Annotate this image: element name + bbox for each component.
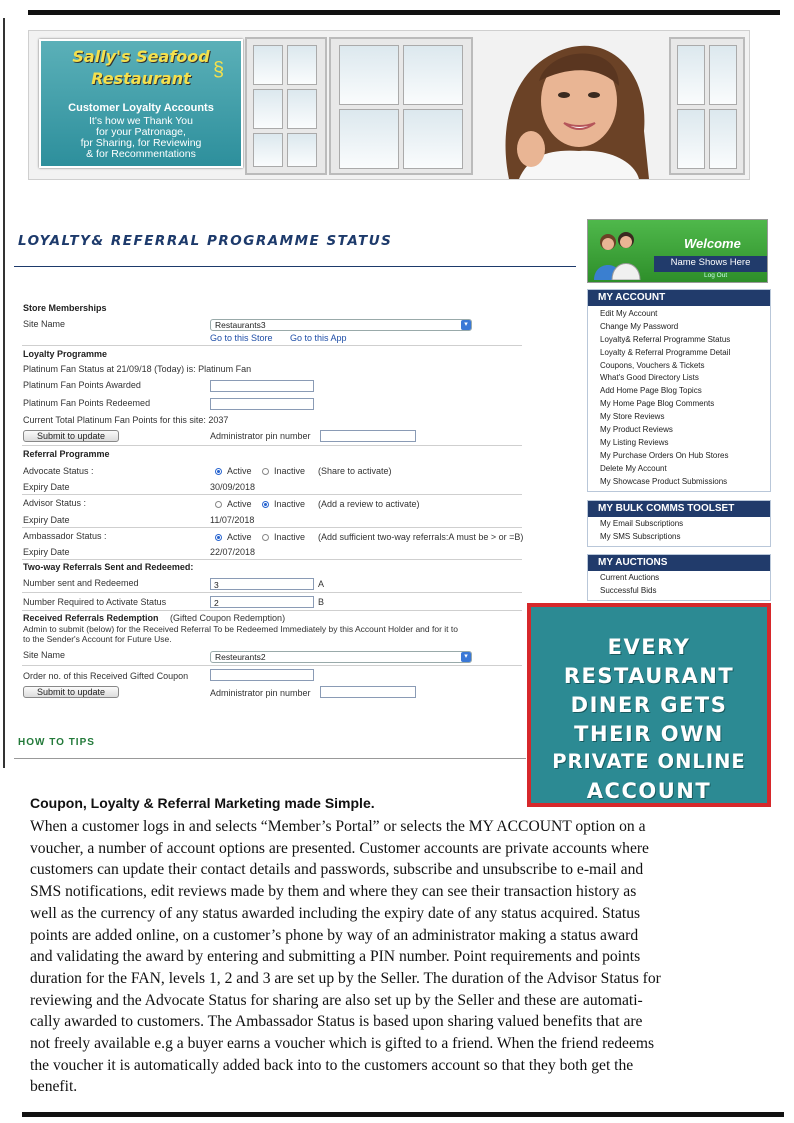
order-number-label: Order no. of this Received Gifted Coupon <box>23 671 189 681</box>
section-divider <box>14 758 526 759</box>
advocate-active-label: Active <box>227 466 252 476</box>
received-pin-input[interactable] <box>320 686 416 698</box>
article-line: voucher, a number of account options are presented. Customer accounts are private accounts where <box>30 839 649 857</box>
promo-line-3: DINER GETS <box>570 693 728 717</box>
my-account-panel <box>587 289 771 492</box>
ambassador-inactive-label: Inactive <box>274 532 306 542</box>
received-submit-button[interactable]: Submit to update <box>23 686 119 698</box>
promo-line-5: PRIVATE ONLINE <box>552 750 746 773</box>
bulk-comms-panel <box>587 500 771 547</box>
points-redeemed-label: Platinum Fan Points Redeemed <box>23 398 151 408</box>
smiling-woman-image <box>469 31 669 179</box>
menu-blog-comments[interactable]: My Home Page Blog Comments <box>600 399 715 409</box>
menu-showcase-submissions[interactable]: My Showcase Product Submissions <box>600 476 728 486</box>
article-body <box>30 816 780 1098</box>
ambassador-expiry-label: Expiry Date <box>23 547 70 557</box>
platinum-fan-status: Platinum Fan Status at 21/09/18 (Today) is: Platinum Fan <box>23 364 252 374</box>
points-redeemed-input[interactable] <box>210 398 314 410</box>
advocate-inactive-radio[interactable] <box>262 468 269 475</box>
total-points-text: Current Total Platinum Fan Points for this site: 2037 <box>23 415 229 425</box>
advisor-expiry-label: Expiry Date <box>23 515 70 525</box>
menu-edit-account[interactable]: Edit My Account <box>600 309 658 318</box>
logo-title-line-2: Restaurant <box>91 69 191 88</box>
sent-redeemed-label: Number sent and Redeemed <box>23 578 139 588</box>
my-account-title: MY ACCOUNT <box>588 290 770 306</box>
promo-line-6: ACCOUNT <box>586 779 712 803</box>
admin-pin-input[interactable] <box>320 430 416 442</box>
welcome-box <box>587 219 768 283</box>
logo-line-2: for your Patronage, <box>96 126 186 138</box>
article-line: points are added online, on a customer’s phone by way of an administrator making a status award <box>30 926 639 944</box>
required-label: Number Required to Activate Status <box>23 597 167 607</box>
divider <box>22 345 522 346</box>
restaurant-logo <box>39 39 243 168</box>
advisor-expiry-date: 11/07/2018 <box>210 515 255 525</box>
menu-loyalty-status[interactable]: Loyalty& Referral Programme Status <box>600 334 731 344</box>
article-title: Coupon, Loyalty & Referral Marketing made Simple. <box>30 795 375 811</box>
advocate-note: (Share to activate) <box>318 466 392 476</box>
chevron-down-icon: ▾ <box>461 652 471 662</box>
menu-sms-subscriptions[interactable]: My SMS Subscriptions <box>600 531 681 541</box>
article-line: When a customer logs in and selects “Member’s Portal” or selects the MY ACCOUNT option on a <box>30 818 646 835</box>
window-center-image <box>329 37 473 175</box>
points-awarded-label: Platinum Fan Points Awarded <box>23 380 141 390</box>
menu-store-reviews[interactable]: My Store Reviews <box>600 412 665 422</box>
promo-line-4: THEIR OWN <box>574 722 724 746</box>
menu-email-subscriptions[interactable]: My Email Subscriptions <box>600 519 684 528</box>
logo-line-4: & for Recommentations <box>86 148 196 160</box>
received-referrals-heading: Received Referrals Redemption <box>23 613 159 623</box>
received-site-value: Resteurants2 <box>215 652 266 662</box>
bottom-rule <box>22 1112 784 1117</box>
go-to-store-link[interactable]: Go to this Store <box>210 333 273 343</box>
store-memberships-heading: Store Memberships <box>23 303 107 313</box>
article-line: the voucher it is automatically added back into to the customers account so that they both get the <box>30 1056 634 1074</box>
article-line: customers can update their contact details and passwords, subscribe and unsubscribe to e-mail and <box>30 861 644 879</box>
divider <box>22 494 522 495</box>
menu-purchase-orders[interactable]: My Purchase Orders On Hub Stores <box>600 450 729 460</box>
logo-subtitle: Customer Loyalty Accounts <box>68 102 214 114</box>
logo-line-3: fpr Sharing, for Reviewing <box>80 137 202 149</box>
received-site-select[interactable] <box>210 651 472 663</box>
two-way-referrals-heading: Two-way Referrals Sent and Redeemed: <box>23 562 194 572</box>
advocate-active-radio[interactable] <box>215 468 222 475</box>
menu-blog-topics[interactable]: Add Home Page Blog Topics <box>600 386 702 396</box>
article-line: duration for the FAN, levels 1, 2 and 3 are set up by the Seller. The duration of the Advisor Status for <box>30 969 661 987</box>
menu-directory-lists[interactable]: What's Good Directory Lists <box>600 373 699 383</box>
points-awarded-input[interactable] <box>210 380 314 392</box>
site-name-label: Site Name <box>23 319 66 329</box>
divider <box>22 592 522 593</box>
article-line: well as the currency of any status awarded including the expiry date of any status acquired. Status <box>30 904 641 922</box>
title-underline <box>14 266 576 267</box>
menu-delete-account[interactable]: Delete My Account <box>600 463 667 473</box>
ambassador-inactive-radio[interactable] <box>262 534 269 541</box>
received-instructions-2: to the Sender's Account for Future Use. <box>23 634 172 644</box>
ambassador-status-label: Ambassador Status : <box>23 531 107 541</box>
ambassador-active-label: Active <box>227 532 252 542</box>
article-line: SMS notifications, edit reviews made by them and where they can see their transaction history as <box>30 883 637 901</box>
article-line: not freely available e.g a buyer earns a voucher which is gifted to a friend. When the friend redeems <box>30 1035 655 1053</box>
received-instructions-1: Admin to submit (below) for the Received Referral To be Redeemed Immediately by this Account Holder and for it to <box>23 624 458 634</box>
article-line: cally awarded to customers. The Ambassador Status is based upon sharing valued benefits that are <box>30 1013 643 1031</box>
logo-title-line-1: Sally's Seafood <box>72 47 210 66</box>
top-rule <box>28 10 780 15</box>
advisor-inactive-label: Inactive <box>274 499 306 509</box>
article-line: reviewing and the Advocate Status for sharing are also set up by the Seller and these are automati- <box>30 991 643 1009</box>
menu-change-password[interactable]: Change My Password <box>600 321 679 331</box>
page-title: LOYALTY& REFERRAL PROGRAMME STATUS <box>18 233 393 249</box>
received-heading-note: (Gifted Coupon Redemption) <box>170 613 286 623</box>
logo-line-1: It's how we Thank You <box>89 115 193 127</box>
divider <box>22 610 522 611</box>
menu-listing-reviews[interactable]: My Listing Reviews <box>600 437 669 447</box>
advisor-status-label: Advisor Status : <box>23 498 87 508</box>
required-input[interactable]: 2 <box>210 596 314 608</box>
article-line: benefit. <box>30 1078 78 1096</box>
go-to-app-link[interactable]: Go to this App <box>290 333 347 343</box>
promo-callout <box>527 603 771 807</box>
left-vertical-rule <box>3 18 5 768</box>
menu-loyalty-detail[interactable]: Loyalty & Referral Programme Detail <box>600 347 731 357</box>
sent-suffix: A <box>318 579 325 589</box>
loyalty-programme-heading: Loyalty Programme <box>23 349 108 359</box>
chevron-down-icon: ▾ <box>461 320 471 330</box>
submit-update-button[interactable]: Submit to update <box>23 430 119 442</box>
welcome-title: Welcome <box>684 236 741 251</box>
received-site-label: Site Name <box>23 650 66 660</box>
ambassador-note: (Add sufficient two-way referrals:A must be > or =B) <box>318 532 524 542</box>
divider <box>22 665 522 666</box>
advisor-active-label: Active <box>227 499 252 509</box>
promo-line-2: RESTAURANT <box>563 664 735 688</box>
menu-current-auctions[interactable]: Current Auctions <box>600 573 660 582</box>
required-suffix: B <box>318 597 325 607</box>
menu-successful-bids[interactable]: Successful Bids <box>600 585 657 595</box>
promo-line-1: EVERY <box>607 635 691 659</box>
auctions-panel <box>587 554 771 601</box>
users-avatar-icon <box>592 226 642 280</box>
divider <box>22 445 522 446</box>
divider <box>22 559 522 560</box>
advisor-active-radio[interactable] <box>215 501 222 508</box>
how-to-tips-link[interactable]: HOW TO TIPS <box>18 737 95 748</box>
advocate-expiry-label: Expiry Date <box>23 482 70 492</box>
header-banner <box>28 30 750 180</box>
window-left-image <box>245 37 327 175</box>
menu-product-reviews[interactable]: My Product Reviews <box>600 425 673 435</box>
logout-link[interactable]: Log Out <box>704 272 728 279</box>
user-name: Name Shows Here <box>654 256 767 272</box>
bulk-comms-title: MY BULK COMMS TOOLSET <box>588 501 770 517</box>
ambassador-expiry-date: 22/07/2018 <box>210 547 256 557</box>
advocate-inactive-label: Inactive <box>274 466 306 476</box>
article-line: and validating the award by entering and submitting a PIN number. Point requirements and points <box>30 948 641 966</box>
site-name-value: Restaurants3 <box>215 320 266 330</box>
sent-redeemed-input[interactable]: 3 <box>210 578 314 590</box>
ambassador-active-radio[interactable] <box>215 534 222 541</box>
menu-coupons[interactable]: Coupons, Vouchers & Tickets <box>600 360 705 370</box>
advisor-note: (Add a review to activate) <box>318 499 420 509</box>
seahorse-icon: § <box>213 59 225 81</box>
advisor-inactive-radio[interactable] <box>262 501 269 508</box>
divider <box>22 527 522 528</box>
site-name-select[interactable] <box>210 319 472 331</box>
auctions-title: MY AUCTIONS <box>588 555 770 571</box>
order-number-input[interactable] <box>210 669 314 681</box>
window-right-image <box>669 37 745 175</box>
advocate-expiry-date: 30/09/2018 <box>210 482 256 492</box>
referral-programme-heading: Referral Programme <box>23 449 110 459</box>
advocate-status-label: Advocate Status : <box>23 466 94 476</box>
received-pin-label: Administrator pin number <box>210 688 311 698</box>
admin-pin-label: Administrator pin number <box>210 431 311 441</box>
